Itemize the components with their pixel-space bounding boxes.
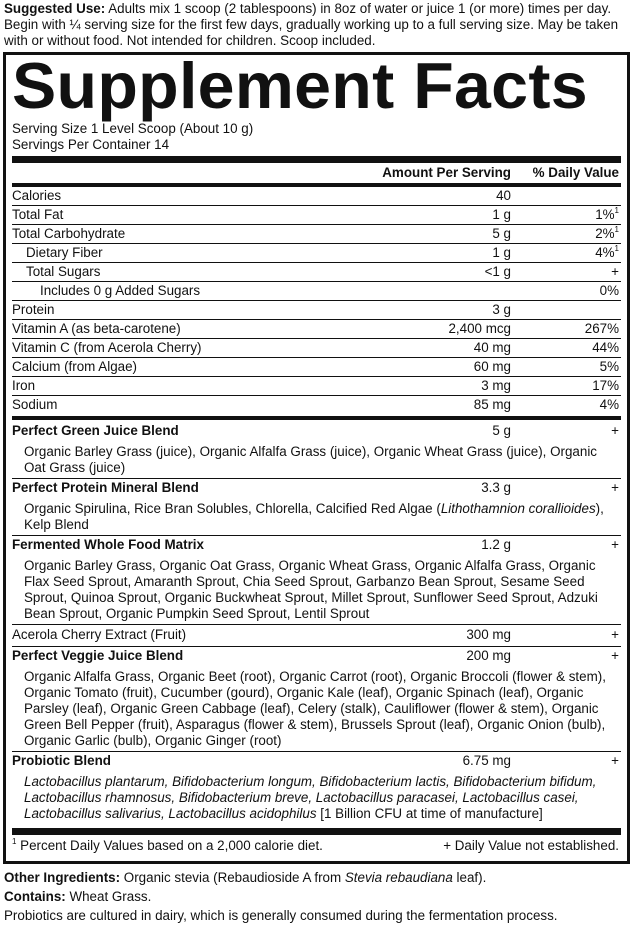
nutrient-name: Calories [12,188,62,203]
nutrient-amount: 1 g [492,245,511,260]
nutrient-name: Dietary Fiber [26,245,103,260]
blend-name: Probiotic Blend [12,753,111,768]
nutrient-name: Sodium [12,397,58,412]
blend-amount: 3.3 g [481,480,511,495]
blend-row-veggie [12,647,621,665]
blend-dv: + [611,648,619,663]
blend-amount: 6.75 mg [462,753,511,768]
footnote-dv: $^1$ Percent Daily Values based on a 2,000 calorie diet. [12,837,323,853]
nutrient-dv: 267% [584,321,619,336]
blend-name: Perfect Veggie Juice Blend [12,648,184,663]
blend-ingredients: Organic Alfalfa Grass, Organic Beet (root), Organic Carrot (root), Organic Broccoli (flower & stem), Organic Tomato (fruit), Cucumber (gourd), Organic Kale (leaf), Organic Spinach (leaf), Organic Parsley (leaf), Organic Green Cabbage (leaf), Celery (stalk), Cauliflower (flower & stem), Organic Green Bell Pepper (fruit), Asparagus (flower & stem), Brussels Sprout (leaf), Organic Onion (bulb), Organic Garlic (bulb), Organic Ginger (root) [24,669,606,748]
nutrient-amount: 1 g [492,207,511,222]
blend-name: Acerola Cherry Extract (Fruit) [12,627,187,642]
nutrient-name: Protein [12,302,55,317]
blend-row-probiotic [12,752,621,770]
blend-dv: + [611,423,619,438]
nutrient-amount: 2,400 mcg [448,321,511,336]
nutrient-amount: 60 mg [473,359,511,374]
probiotics-note: Probiotics are cultured in dairy, which is generally consumed during the fermentation process. [4,908,558,923]
blend-amount: 5 g [492,423,511,438]
nutrient-dv: 4% [599,397,619,412]
blend-amount: 1.2 g [481,537,511,552]
blend-row-green [12,422,621,440]
nutrient-row [12,396,621,414]
nutrient-name: Vitamin A (as beta-carotene) [12,321,181,336]
nutrient-name: Total Carbohydrate [12,226,126,241]
nutrient-row [12,225,621,243]
other-ingredients: Other Ingredients: Organic stevia (Rebaudioside A from Stevia rebaudiana leaf). [4,870,487,885]
blend-ingredients: Organic Barley Grass (juice), Organic Alfalfa Grass (juice), Organic Wheat Grass (juice), Organic Oat Grass (juice) [24,444,597,475]
panel-title: Supplement Facts [12,49,588,122]
blend-name: Perfect Protein Mineral Blend [12,480,199,495]
nutrient-dv: 1%$^1$ [595,206,619,222]
nutrient-amount: 85 mg [473,397,511,412]
panel-footnote [12,835,621,857]
blend-name: Perfect Green Juice Blend [12,423,179,438]
nutrient-amount: <1 g [484,264,511,279]
blend-dv: + [611,480,619,495]
blend-row-acerola [12,626,621,644]
blend-name: Fermented Whole Food Matrix [12,537,204,552]
suggested-use-label: Suggested Use: [4,1,106,16]
nutrient-row [12,263,621,281]
nutrient-name: Includes 0 g Added Sugars [40,283,201,298]
nutrient-dv: 4%$^1$ [595,244,619,260]
nutrient-name: Calcium (from Algae) [12,359,138,374]
nutrient-row [12,282,621,300]
nutrient-dv: 2%$^1$ [595,225,619,241]
blend-dv: + [611,537,619,552]
col-dv: % Daily Value [532,165,619,180]
nutrient-row [12,187,621,205]
nutrient-amount: 40 mg [473,340,511,355]
column-header [12,163,621,183]
nutrient-name: Total Fat [12,207,64,222]
blend-ingredients: Lactobacillus plantarum, Bifidobacterium longum, Bifidobacterium lactis, Bifidobacterium bifidum, Lactobacillus rhamnosus, Bifidobacterium breve, Lactobacillus paracasei, Lactobacillus casei, Lactobacillus salivarius, Lactobacillus acidophilus [1 Billion CFU at time of manufacture] [24,774,597,821]
blend-dv: + [611,753,619,768]
nutrient-amount: 40 [496,188,511,203]
serving-size: Serving Size 1 Level Scoop (About 10 g) [12,121,254,136]
nutrient-amount: 5 g [492,226,511,241]
nutrient-row [12,358,621,376]
nutrient-dv: + [611,264,619,279]
nutrient-name: Iron [12,378,36,393]
servings-per-container: Servings Per Container 14 [12,137,170,152]
suggested-use-text: Adults mix 1 scoop (2 tablespoons) in 8oz of water or juice 1 (or more) times per day. Begin with ¼ serving size for the first few days, gradually working up to a full serving size. May be taken with or without food. Not intended for children. Scoop included. [4,1,619,48]
blend-ingredients: Organic Spirulina, Rice Bran Solubles, Chlorella, Calcified Red Algae (Lithothamnion corallioides), Kelp Blend [24,501,604,532]
supplement-facts-panel [3,49,630,864]
col-amount: Amount Per Serving [382,165,511,180]
blend-amount: 200 mg [466,648,511,663]
nutrient-row [12,339,621,357]
nutrient-dv: 17% [592,378,619,393]
footnote-not-established: + Daily Value not established. [443,838,619,853]
nutrient-name: Total Sugars [26,264,101,279]
nutrient-dv: 44% [592,340,619,355]
nutrient-row [12,206,621,224]
nutrient-amount: 3 mg [481,378,511,393]
nutrient-row [12,301,621,319]
suggested-use [0,1,640,49]
blend-row-protein [12,479,621,497]
contains: Contains: Wheat Grass. [4,889,152,904]
nutrient-dv: 0% [599,283,619,298]
nutrient-row [12,377,621,395]
nutrient-row [12,244,621,262]
nutrient-amount: 3 g [492,302,511,317]
label-bottom-text [4,868,636,925]
blend-row-fermented [12,536,621,554]
nutrient-dv: 5% [599,359,619,374]
nutrient-name: Vitamin C (from Acerola Cherry) [12,340,202,355]
blend-amount: 300 mg [466,627,511,642]
nutrient-row [12,320,621,338]
blend-dv: + [611,627,619,642]
blend-ingredients: Organic Barley Grass, Organic Oat Grass, Organic Wheat Grass, Organic Alfalfa Grass, Organic Flax Seed Sprout, Amaranth Sprout, Chia Seed Sprout, Garbanzo Bean Sprout, Sesame Seed Sprout, Quinoa Sprout, Organic Buckwheat Sprout, Millet Sprout, Sunflower Seed Sprout, Adzuki Bean Sprout, Organic Pumpkin Seed Sprout, Lentil Sprout [24,558,598,621]
